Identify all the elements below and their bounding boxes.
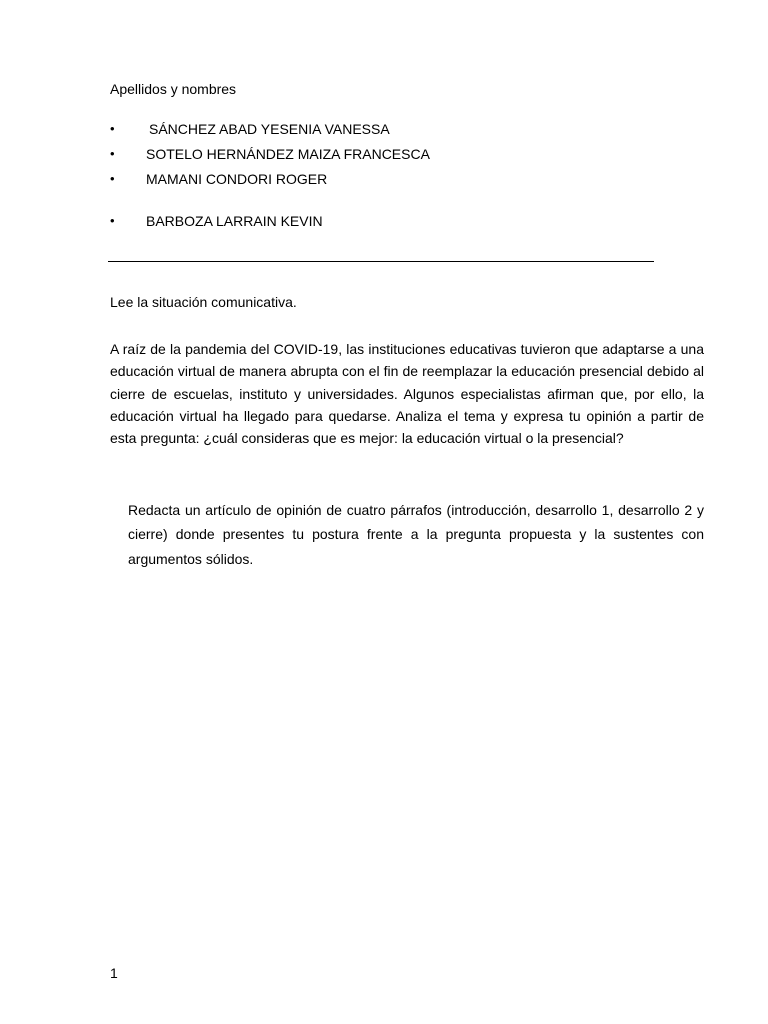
student-name: BARBOZA LARRAIN KEVIN	[146, 213, 323, 229]
task-paragraph: Redacta un artículo de opinión de cuatro párrafos (introducción, desarrollo 1, desarrollo 2 y cierre) donde presentes tu postura frente a la pregunta propuesta y la sustentes con argumentos sólidos.	[128, 502, 704, 567]
student-list-item	[110, 120, 670, 138]
student-list-item	[110, 145, 670, 163]
instruction-text: Lee la situación comunicativa.	[110, 294, 297, 310]
horizontal-rule	[108, 261, 654, 262]
bullet-icon: •	[110, 213, 115, 228]
student-name: MAMANI CONDORI ROGER	[146, 171, 328, 187]
situation-paragraph: A raíz de la pandemia del COVID-19, las instituciones educativas tuvieron que adaptarse a una educación virtual de manera abrupta con el fin de reemplazar la educación presencial debido al cierre de escuelas, instituto y universidades. Algunos especialistas afirman que, por ello, la educación virtual ha llegado para quedarse. Analiza el tema y expresa tu opinión a partir de esta pregunta: ¿cuál consideras que es mejor: la educación virtual o la presencial?	[110, 341, 704, 447]
student-list-item	[110, 170, 670, 188]
page-number: 1	[110, 965, 118, 981]
bullet-icon: •	[110, 121, 115, 136]
names-heading: Apellidos y nombres	[110, 81, 237, 97]
student-name: SÁNCHEZ ABAD YESENIA VANESSA	[149, 121, 390, 137]
student-name: SOTELO HERNÁNDEZ MAIZA FRANCESCA	[146, 146, 430, 162]
bullet-icon: •	[110, 146, 115, 161]
student-list-item	[110, 212, 670, 230]
bullet-icon: •	[110, 171, 115, 186]
